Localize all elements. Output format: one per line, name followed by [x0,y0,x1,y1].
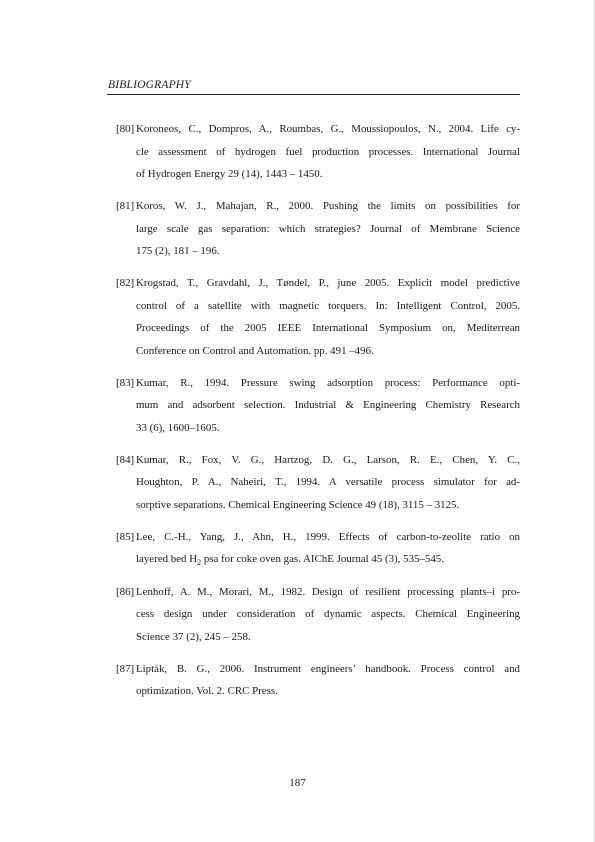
entry-line: Kumar, R., Fox, V. G., Hartzog, D. G., Larson, R. E., Chen, Y. C., [136,453,520,466]
entry-line: control of a satellite with magnetic torquers. In: Intelligent Control, 2005. [136,299,520,312]
entry-number: [83] [116,376,135,389]
bibliography-entry-85 [116,526,520,571]
entry-line: mum and adsorbent selection. Industrial & Engineering Chemistry Research [136,399,520,412]
bibliography-entry-86 [116,581,520,649]
entry-number: [86] [116,585,135,598]
entry-number: [80] [116,123,135,135]
bibliography-list [116,118,520,712]
entry-line: 33 (6), 1600–1605. [136,421,220,434]
entry-number: [87] [116,662,135,675]
running-head: BIBLIOGRAPHY [108,79,191,91]
entry-line: Lee, C.-H., Yang, J., Ahn, H., 1999. Effects of carbon-to-zeolite ratio on [136,530,520,543]
bibliography-entry-82 [116,272,520,362]
bibliography-entry-83 [116,372,520,440]
entry-line: Proceedings of the 2005 IEEE International Symposium on, Mediterrean [136,322,520,335]
bibliography-entry-81 [116,195,520,263]
bibliography-entry-87 [116,658,520,703]
subscript-two: 2 [197,558,202,568]
entry-number: [85] [116,530,135,543]
entry-number: [84] [116,453,135,466]
entry-line: Kumar, R., 1994. Pressure swing adsorption process: Performance opti- [136,376,520,389]
header-rule [107,94,520,95]
entry-line: Lenhoff, A. M., Morari, M., 1982. Design of resilient processing plants–i pro- [136,585,520,598]
entry-line: Krogstad, T., Gravdahl, J., Tøndel, P., june 2005. Explicit model predictive [136,277,520,290]
entry-line: sorptive separations. Chemical Engineering Science 49 (18), 3115 – 3125. [136,498,460,511]
entry-number: [82] [116,277,135,290]
entry-line: Houghton, P. A., Naheiri, T., 1994. A versatile process simulator for ad- [136,476,520,489]
entry-text: psa for coke oven gas. AIChE Journal 45 (3), 535–545. [201,553,444,566]
entry-line: cess design under consideration of dynamic aspects. Chemical Engineering [136,608,520,621]
entry-line: Conference on Control and Automation. pp. 491 –496. [136,344,374,357]
entry-line: cle assessment of hydrogen fuel production processes. International Journal [136,145,520,158]
entry-line: Lipták, B. G., 2006. Instrument engineers’ handbook. Process control and [136,662,520,675]
entry-line: Science 37 (2), 245 – 258. [136,630,251,643]
page-number: 187 [289,777,306,789]
entry-line: 175 (2), 181 – 196. [136,245,220,258]
entry-line: Koros, W. J., Mahajan, R., 2000. Pushing the limits on possibilities for [136,200,520,213]
entry-line: of Hydrogen Energy 29 (14), 1443 – 1450. [136,168,323,180]
entry-line: large scale gas separation: which strategies? Journal of Membrane Science [136,222,520,235]
entry-line: optimization. Vol. 2. CRC Press. [136,685,278,698]
entry-text: layered bed H [136,553,198,566]
bibliography-entry-80 [116,118,520,186]
entry-number: [81] [116,200,135,213]
entry-line-with-subscript [136,548,520,571]
entry-line: Koroneos, C., Dompros, A., Roumbas, G., Moussiopoulos, N., 2004. Life cy- [136,123,520,135]
bibliography-entry-84 [116,449,520,517]
